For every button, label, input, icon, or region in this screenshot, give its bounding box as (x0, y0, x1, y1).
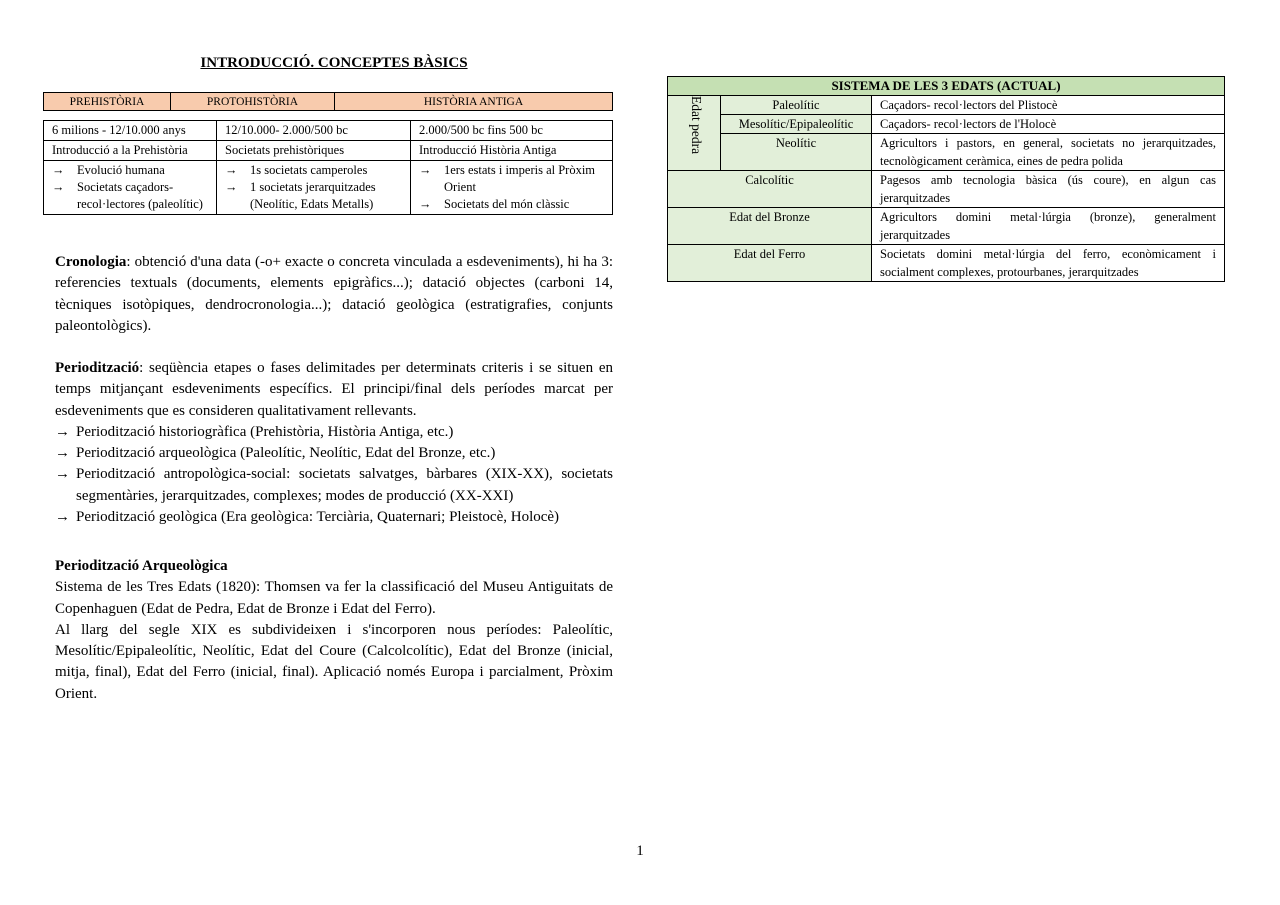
page-number: 1 (636, 843, 644, 859)
period-cell: Neolític (721, 134, 872, 171)
desc-cell: Societats domini metal·lúrgia del ferro, econòmicament i socialment complexes, protourbanes, jerarquitzades (872, 245, 1225, 282)
cronologia-paragraph (55, 252, 613, 337)
arrow-icon: → (55, 466, 70, 483)
cronologia-term: Cronologia (55, 254, 127, 270)
periodizacio-list (55, 422, 613, 528)
desc-cell: Caçadors- recol·lectors del Plistocè (872, 96, 1225, 115)
period-cell: Edat del Bronze (668, 208, 872, 245)
period-cell: Mesolític/Epipaleolític (721, 115, 872, 134)
list-item: → Societats del món clàssic (419, 197, 570, 211)
list-item: → Periodització antropològica-social: societats salvatges, bàrbares (XIX-XX), societats segmentàries, jerarquitzades, complexes; modes de producció (XX-XXI) (55, 466, 613, 504)
arrow-icon: → (225, 180, 238, 194)
periodizacio-term: Periodització (55, 360, 140, 376)
arrow-icon: → (55, 509, 70, 526)
arqueologica-section (55, 556, 613, 705)
cronologia-text: : obtenció d'una data (-o+ exacte o concreta vinculada a esdeveniments), hi ha 3: referencies textuals (documents, elements epigràfics...); datació objectes (carboni 14, tècniques isotòpiques, dendrocronologia...); datació geològica (estratigrafies, conjunts paleontològics). (55, 254, 613, 334)
desc-cell: Pagesos amb tecnologia bàsica (ús coure), en algun cas jerarquitzades (872, 171, 1225, 208)
list-item: → 1 societats jerarquitzades (Neolític, Edats Metalls) (225, 180, 376, 211)
page-title: INTRODUCCIÓ. CONCEPTES BÀSICS (200, 55, 468, 71)
arrow-icon: → (225, 163, 238, 177)
arrow-icon: → (52, 180, 65, 194)
items-cell (44, 161, 217, 215)
edat-pedra-cell (668, 96, 721, 171)
period-protohistoria: PROTOHISTÒRIA (171, 93, 335, 111)
arrow-icon: → (55, 423, 70, 440)
arrow-icon: → (419, 163, 432, 177)
header-cell: Introducció Història Antiga (411, 141, 613, 161)
period-cell: Paleolític (721, 96, 872, 115)
period-prehistoria: PREHISTÒRIA (44, 93, 171, 111)
list-item: → Periodització arqueològica (Paleolític, Neolític, Edat del Bronze, etc.) (55, 443, 613, 464)
header-cell: Introducció a la Prehistòria (44, 141, 217, 161)
details-table (43, 120, 613, 215)
periodizacio-text: : seqüència etapes o fases delimitades per determinats criteris i se situen en temps mitjançant esdeveniments específics. El principi/final dels períodes marcat per esdeveniments que es consideren qualitativament rellevants. (55, 360, 613, 419)
list-item: → Societats caçadors-recol·lectores (paleolític) (52, 180, 203, 211)
edats-table (667, 76, 1225, 282)
paragraph: Al llarg del segle XIX es subdivideixen i s'incorporen nous períodes: Paleolític, Mesolític/Epipaleolític, Neolític, Edat del Coure (Calcolcolític), Edat del Bronze (inicial, mitja, final), Edat del Ferro (inicial, final). Aplicació només Europa i parcialment, Pròxim Orient. (55, 621, 613, 702)
edats-table-title: SISTEMA DE LES 3 EDATS (ACTUAL) (668, 77, 1225, 96)
period-cell: Calcolític (668, 171, 872, 208)
arrow-icon: → (419, 197, 432, 211)
arrow-icon: → (55, 445, 70, 462)
desc-cell: Agricultors i pastors, en general, societats no jerarquitzades, tecnològicament ceràmica, eines de pedra polida (872, 134, 1225, 171)
date-cell: 2.000/500 bc fins 500 bc (411, 121, 613, 141)
paragraph: Sistema de les Tres Edats (1820): Thomsen va fer la classificació del Museu Antiguitats de Copenhaguen (Edat de Pedra, Edat de Bronze i Edat del Ferro). (55, 579, 613, 617)
period-cell: Edat del Ferro (668, 245, 872, 282)
periods-table (43, 92, 613, 111)
list-item: → Periodització geològica (Era geològica: Terciària, Quaternari; Pleistocè, Holocè) (55, 507, 613, 528)
edat-pedra-label: Edat pedra (689, 96, 704, 155)
header-cell: Societats prehistòriques (217, 141, 411, 161)
list-item: → 1ers estats i imperis al Pròxim Orient (419, 163, 596, 194)
list-item: → Evolució humana (52, 163, 165, 177)
periodizacio-section (55, 358, 613, 528)
period-historia-antiga: HISTÒRIA ANTIGA (335, 93, 613, 111)
list-item: → 1s societats camperoles (225, 163, 368, 177)
date-cell: 12/10.000- 2.000/500 bc (217, 121, 411, 141)
items-cell (411, 161, 613, 215)
list-item: → Periodització historiogràfica (Prehistòria, Història Antiga, etc.) (55, 422, 613, 443)
desc-cell: Caçadors- recol·lectors de l'Holocè (872, 115, 1225, 134)
section-heading: Periodització Arqueològica (55, 558, 228, 574)
desc-cell: Agricultors domini metal·lúrgia (bronze), generalment jerarquitzades (872, 208, 1225, 245)
date-cell: 6 milions - 12/10.000 anys (44, 121, 217, 141)
arrow-icon: → (52, 163, 65, 177)
items-cell (217, 161, 411, 215)
